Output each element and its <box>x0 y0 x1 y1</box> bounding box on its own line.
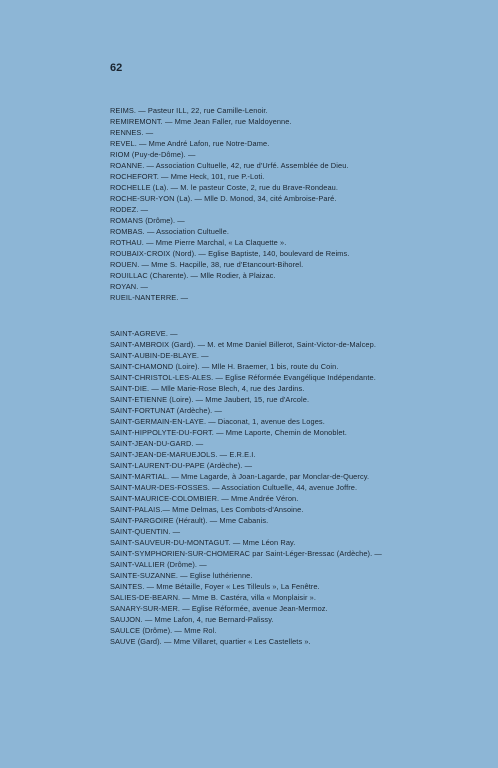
directory-entry: ROYAN. — <box>110 282 149 291</box>
directory-entry: ROANNE. — Association Cultuelle, 42, rue d'Urfé. Assemblée de Dieu. <box>110 161 349 170</box>
directory-entry: ROTHAU. — Mme Pierre Marchal, « La Claquette ». <box>110 238 287 247</box>
directory-entry: SAULCE (Drôme). — Mme Rol. <box>110 626 217 635</box>
directory-block-r <box>110 105 490 303</box>
directory-entry: SAUVE (Gard). — Mme Villaret, quartier « Les Castellets ». <box>110 637 311 646</box>
directory-entry: ROUILLAC (Charente). — Mlle Rodier, à Plaizac. <box>110 271 276 280</box>
directory-entry: SAINT-AGREVE. — <box>110 329 178 338</box>
directory-entry: SAINT-JEAN-DE-MARUEJOLS. — E.R.E.I. <box>110 450 256 459</box>
directory-entry: SAINT-CHRISTOL-LES-ALES. — Eglise Réformée Evangélique Indépendante. <box>110 373 376 382</box>
directory-entry: SAINT-ETIENNE (Loire). — Mme Jaubert, 15, rue d'Arcole. <box>110 395 310 404</box>
directory-entry: REIMS. — Pasteur ILL, 22, rue Camille-Lenoir. <box>110 106 268 115</box>
directory-entry: RENNES. — <box>110 128 154 137</box>
directory-entry: RODEZ. — <box>110 205 149 214</box>
directory-entry: SAINT-QUENTIN. — <box>110 527 181 536</box>
directory-entry: ROUEN. — Mme S. Hacpille, 38, rue d'Etancourt-Bihorel. <box>110 260 304 269</box>
directory-entry: SAINT-FORTUNAT (Ardèche). — <box>110 406 222 415</box>
directory-entry: SAINT-AMBROIX (Gard). — M. et Mme Daniel Billerot, Saint-Victor-de-Malcep. <box>110 340 377 349</box>
directory-entry: SAINT-HIPPOLYTE-DU-FORT. — Mme Laporte, Chemin de Monoblet. <box>110 428 347 437</box>
directory-entry: REMIREMONT. — Mme Jean Faller, rue Maldoyenne. <box>110 117 292 126</box>
directory-entry: ROMANS (Drôme). — <box>110 216 185 225</box>
directory-entry: SAINTES. — Mme Bétaille, Foyer « Les Tilleuls », La Fenêtre. <box>110 582 320 591</box>
directory-entry: SAINT-DIE. — Mlle Marie-Rose Blech, 4, rue des Jardins. <box>110 384 305 393</box>
directory-entry: RIOM (Puy-de-Dôme). — <box>110 150 196 159</box>
directory-entry: SAINT-MARTIAL. — Mme Lagarde, à Joan-Lagarde, par Monclar-de-Quercy. <box>110 472 370 481</box>
directory-entry: SAINT-SYMPHORIEN-SUR-CHOMERAC par Saint-Léger-Bressac (Ardèche). — <box>110 549 382 558</box>
directory-entry: RUEIL-NANTERRE. — <box>110 293 189 302</box>
directory-entry: ROCHEFORT. — Mme Heck, 101, rue P.-Loti. <box>110 172 265 181</box>
directory-entry: SAINT-GERMAIN-EN-LAYE. — Diaconat, 1, avenue des Loges. <box>110 417 325 426</box>
directory-entry: SAINT-CHAMOND (Loire). — Mlle H. Braemer, 1 bis, route du Coin. <box>110 362 339 371</box>
page-number: 62 <box>110 62 123 74</box>
directory-entry: REVEL. — Mme André Lafon, rue Notre-Dame. <box>110 139 270 148</box>
directory-entry: SAINT-VALLIER (Drôme). — <box>110 560 207 569</box>
directory-entry: SAINT-PALAIS.— Mme Delmas, Les Combots-d'Ansoine. <box>110 505 304 514</box>
directory-entry: SAINT-PARGOIRE (Hérault). — Mme Cabanis. <box>110 516 269 525</box>
directory-entry: SAINT-LAURENT-DU-PAPE (Ardèche). — <box>110 461 253 470</box>
directory-entry: ROUBAIX-CROIX (Nord). — Eglise Baptiste, 140, boulevard de Reims. <box>110 249 350 258</box>
directory-entry: SAINT-MAURICE-COLOMBIER. — Mme Andrée Véron. <box>110 494 299 503</box>
directory-entry: SAUJON. — Mme Lafon, 4, rue Bernard-Palissy. <box>110 615 274 624</box>
directory-entry: ROCHELLE (La). — M. le pasteur Coste, 2, rue du Brave-Rondeau. <box>110 183 339 192</box>
directory-entry: SANARY-SUR-MER. — Eglise Réformée, avenue Jean-Mermoz. <box>110 604 328 613</box>
directory-entry: SAINT-JEAN-DU-GARD. — <box>110 439 204 448</box>
directory-entry: SAINTE-SUZANNE. — Eglise luthérienne. <box>110 571 253 580</box>
directory-block-s <box>110 328 490 647</box>
directory-entry: SAINT-AUBIN-DE-BLAYE. — <box>110 351 209 360</box>
directory-entry: SAINT-MAUR-DES-FOSSES. — Association Cultuelle, 44, avenue Joffre. <box>110 483 358 492</box>
directory-entry: ROMBAS. — Association Cultuelle. <box>110 227 230 236</box>
directory-entry: ROCHE-SUR-YON (La). — Mlle D. Monod, 34, cité Ambroise-Paré. <box>110 194 337 203</box>
directory-entry: SAINT-SAUVEUR-DU-MONTAGUT. — Mme Léon Ray. <box>110 538 296 547</box>
directory-entry: SALIES-DE-BEARN. — Mme B. Castéra, villa « Monplaisir ». <box>110 593 317 602</box>
